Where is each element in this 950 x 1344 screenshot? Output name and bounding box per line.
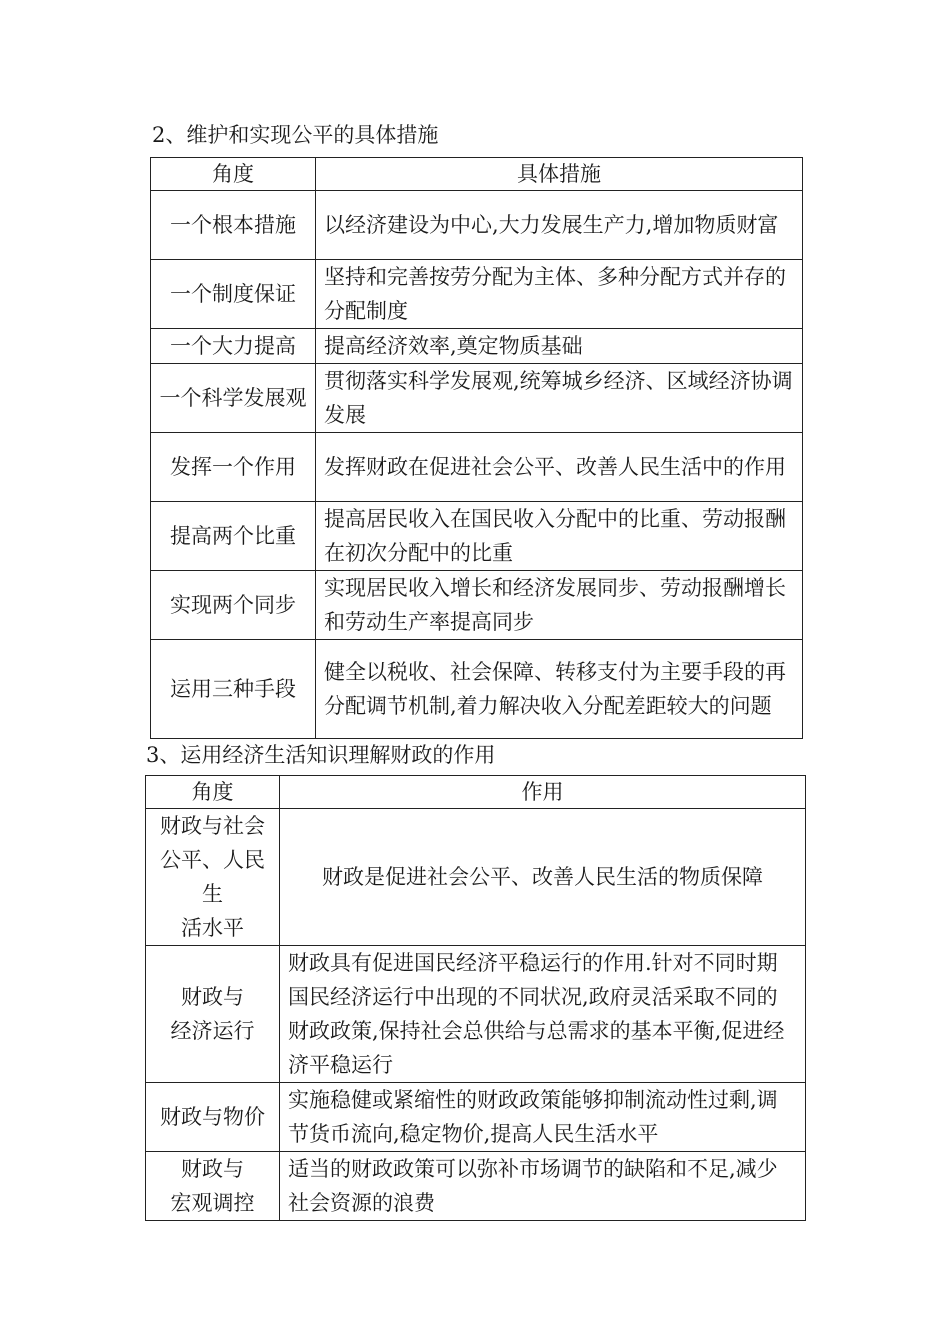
angle-cell: 一个科学发展观 [151,364,316,433]
angle-cell: 发挥一个作用 [151,433,316,502]
detail-cell: 坚持和完善按劳分配为主体、多种分配方式并存的分配制度 [316,260,803,329]
detail-cell: 财政具有促进国民经济平稳运行的作用.针对不同时期国民经济运行中出现的不同状况,政府灵活采取不同的财政政策,保持社会总供给与总需求的基本平衡,促进经济平稳运行 [280,946,806,1083]
header-role: 作用 [280,776,806,809]
header-angle: 角度 [146,776,280,809]
finance-role-table [145,775,806,1221]
angle-line: 公平、人民 [160,848,265,872]
table-row [151,329,803,364]
detail-cell: 提高居民收入在国民收入分配中的比重、劳动报酬在初次分配中的比重 [316,502,803,571]
table-row [151,364,803,433]
angle-cell: 运用三种手段 [151,640,316,739]
table-row [151,640,803,739]
fairness-measures-table [150,157,803,739]
angle-cell: 一个根本措施 [151,191,316,260]
angle-line: 经济运行 [170,1019,255,1043]
table-row [146,946,806,1083]
angle-line: 活水平 [181,916,244,940]
detail-cell: 财政是促进社会公平、改善人民生活的物质保障 [280,809,806,946]
detail-cell: 以经济建设为中心,大力发展生产力,增加物质财富 [316,191,803,260]
angle-line: 财政与 [181,1157,244,1181]
detail-cell: 实施稳健或紧缩性的财政政策能够抑制流动性过剩,调节货币流向,稳定物价,提高人民生活水平 [280,1083,806,1152]
detail-cell: 提高经济效率,奠定物质基础 [316,329,803,364]
table-row [146,1083,806,1152]
angle-cell: 一个大力提高 [151,329,316,364]
angle-cell: 提高两个比重 [151,502,316,571]
header-measures: 具体措施 [316,158,803,191]
table-row [151,191,803,260]
angle-line: 财政与物价 [160,1105,265,1129]
angle-cell: 一个制度保证 [151,260,316,329]
detail-cell: 实现居民收入增长和经济发展同步、劳动报酬增长和劳动生产率提高同步 [316,571,803,640]
detail-cell: 发挥财政在促进社会公平、改善人民生活中的作用 [316,433,803,502]
table-row [151,260,803,329]
angle-cell [146,1083,280,1152]
table-header-row [151,158,803,191]
detail-cell: 健全以税收、社会保障、转移支付为主要手段的再分配调节机制,着力解决收入分配差距较大的问题 [316,640,803,739]
table-header-row [146,776,806,809]
angle-line: 财政与 [181,985,244,1009]
table-row [146,809,806,946]
detail-cell: 适当的财政政策可以弥补市场调节的缺陷和不足,减少社会资源的浪费 [280,1152,806,1221]
section-3-heading: 3、运用经济生活知识理解财政的作用 [146,743,496,767]
table-row [151,571,803,640]
table-row [151,502,803,571]
detail-cell: 贯彻落实科学发展观,统筹城乡经济、区域经济协调发展 [316,364,803,433]
angle-line: 财政与社会 [160,814,265,838]
angle-line: 宏观调控 [170,1191,255,1215]
header-angle: 角度 [151,158,316,191]
angle-cell [146,1152,280,1221]
angle-cell [146,946,280,1083]
table-row [146,1152,806,1221]
table-row [151,433,803,502]
angle-cell: 实现两个同步 [151,571,316,640]
angle-cell [146,809,280,946]
section-2-heading: 2、维护和实现公平的具体措施 [152,123,439,147]
angle-line: 生 [202,882,223,906]
